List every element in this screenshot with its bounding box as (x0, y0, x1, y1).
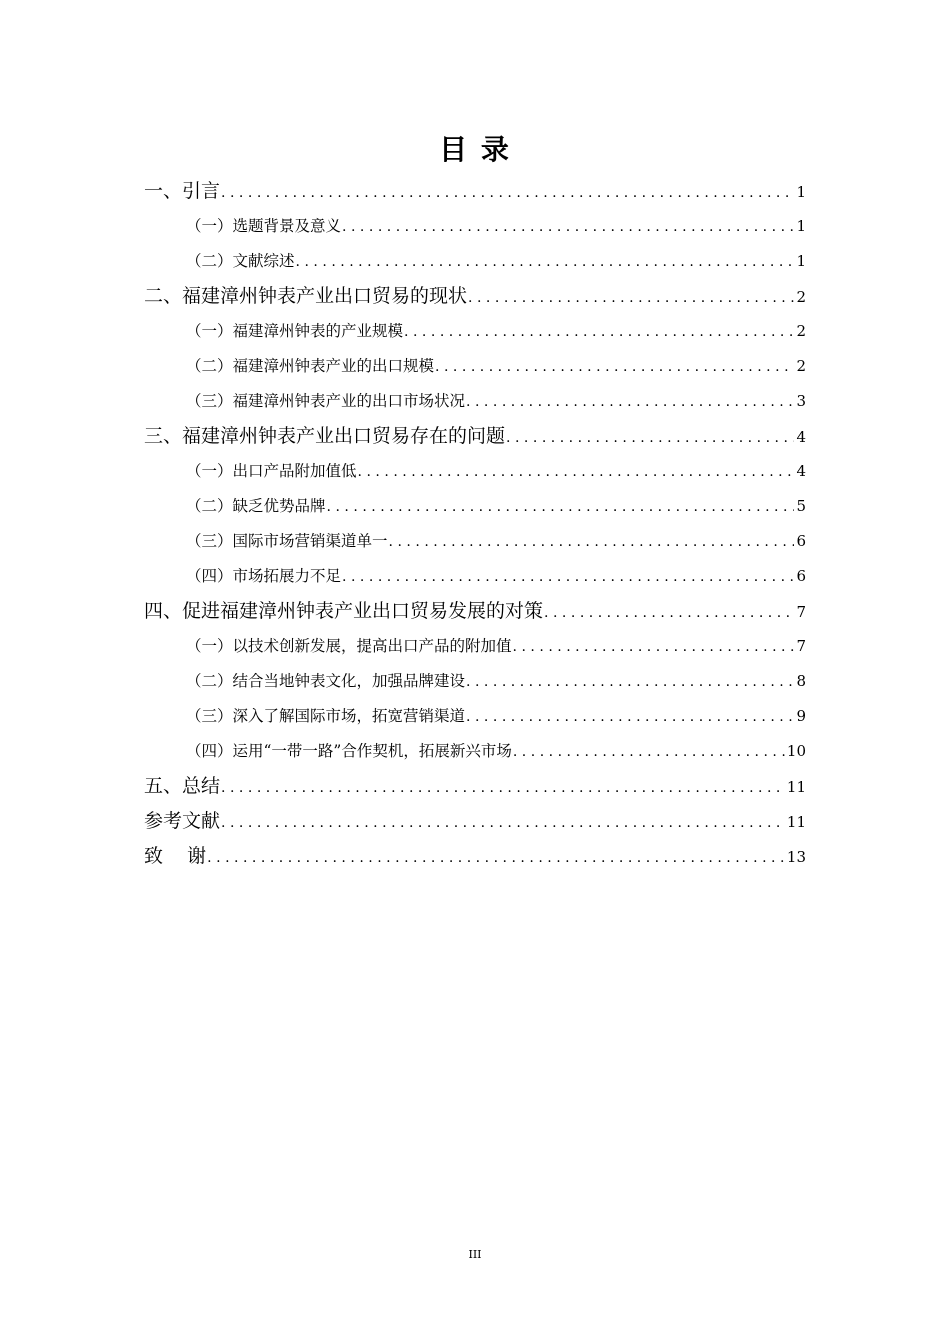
toc-entry[interactable] (186, 456, 806, 486)
toc-entry[interactable] (144, 806, 806, 836)
toc-entry[interactable] (186, 211, 806, 241)
toc-entry[interactable] (144, 421, 806, 451)
toc-entry-page: 7 (796, 637, 806, 655)
dot-leader (327, 492, 795, 521)
toc-entry-page: 5 (796, 497, 806, 515)
toc-entry-page: 11 (786, 813, 806, 831)
toc-entry-label: （四）运用“一带一路”合作契机，拓展新兴市场 (186, 742, 512, 760)
dot-leader (296, 247, 795, 276)
toc-entry[interactable] (186, 631, 806, 661)
toc-entry-label: （三）福建漳州钟表产业的出口市场状况 (186, 392, 466, 410)
toc-entry[interactable] (186, 351, 806, 381)
toc-entry[interactable] (186, 386, 806, 416)
toc-entry[interactable] (186, 736, 806, 766)
dot-leader (207, 843, 785, 871)
toc-entry-page: 8 (796, 672, 806, 690)
toc-entry-label: （二）福建漳州钟表产业的出口规模 (186, 357, 435, 375)
toc-entry-label: （一）选题背景及意义 (186, 217, 342, 235)
toc-entry-label: （一）福建漳州钟表的产业规模 (186, 322, 404, 340)
dot-leader (466, 702, 794, 731)
dot-leader (506, 423, 794, 451)
toc-entry-label: 二、福建漳州钟表产业出口贸易的现状 (144, 285, 468, 307)
toc-entry-page: 3 (796, 392, 806, 410)
toc-entry-page: 11 (786, 778, 806, 796)
toc-entry[interactable] (144, 176, 806, 206)
toc-entry-label: 致 谢 (144, 845, 207, 867)
dot-leader (358, 457, 795, 486)
toc-entry-label: 四、促进福建漳州钟表产业出口贸易发展的对策 (144, 600, 544, 622)
toc-entry-label: （四）市场拓展力不足 (186, 567, 342, 585)
toc-entry-label: （二）缺乏优势品牌 (186, 497, 326, 515)
toc-entry-label: 一、引言 (144, 180, 221, 202)
toc-entry-page: 4 (796, 428, 806, 446)
dot-leader (466, 387, 794, 416)
toc-entry-page: 1 (796, 252, 806, 270)
toc-entry-page: 7 (796, 603, 806, 621)
toc-entry[interactable] (144, 771, 806, 801)
dot-leader (466, 667, 794, 696)
toc-entry-label: 参考文献 (144, 810, 221, 832)
toc-entry-page: 2 (796, 288, 806, 306)
dot-leader (404, 317, 794, 346)
toc-entry-label: （二）结合当地钟表文化，加强品牌建设 (186, 672, 466, 690)
toc-entry-page: 9 (796, 707, 806, 725)
dot-leader (435, 352, 794, 381)
toc-entry[interactable] (186, 561, 806, 591)
dot-leader (221, 773, 785, 801)
dot-leader (221, 808, 785, 836)
dot-leader (389, 527, 795, 556)
dot-leader (513, 632, 795, 661)
toc-entry-label: 五、总结 (144, 775, 221, 797)
footer-page-number: III (468, 1248, 482, 1261)
toc-entry-label: （一）出口产品附加值低 (186, 462, 357, 480)
toc-entry-page: 1 (796, 217, 806, 235)
toc-entry[interactable] (144, 596, 806, 626)
toc-entry-label: （一）以技术创新发展，提高出口产品的附加值 (186, 637, 512, 655)
toc-entry-page: 2 (796, 357, 806, 375)
toc-entry-page: 1 (796, 183, 806, 201)
dot-leader (342, 212, 794, 241)
dot-leader (513, 737, 785, 766)
toc-title: 目 录 (439, 133, 511, 166)
dot-leader (342, 562, 794, 591)
toc-entry[interactable] (186, 526, 806, 556)
toc-entry-page: 10 (786, 742, 806, 760)
toc-entry-page: 13 (786, 848, 806, 866)
toc-entry[interactable] (186, 491, 806, 521)
toc-entry[interactable] (186, 246, 806, 276)
toc-entry-page: 2 (796, 322, 806, 340)
dot-leader (468, 283, 794, 311)
toc-entry[interactable] (186, 701, 806, 731)
toc-entry-label: 三、福建漳州钟表产业出口贸易存在的问题 (144, 425, 506, 447)
toc-entry[interactable] (144, 841, 806, 871)
toc-entry[interactable] (186, 316, 806, 346)
toc-entry-label: （三）深入了解国际市场，拓宽营销渠道 (186, 707, 466, 725)
toc-entry-page: 6 (796, 532, 806, 550)
toc-entry-label: （三）国际市场营销渠道单一 (186, 532, 388, 550)
toc-entry[interactable] (186, 666, 806, 696)
toc-entry-label: （二）文献综述 (186, 252, 295, 270)
toc-entry-page: 4 (796, 462, 806, 480)
toc-entry-page: 6 (796, 567, 806, 585)
dot-leader (221, 178, 794, 206)
toc-entry[interactable] (144, 281, 806, 311)
dot-leader (544, 598, 794, 626)
